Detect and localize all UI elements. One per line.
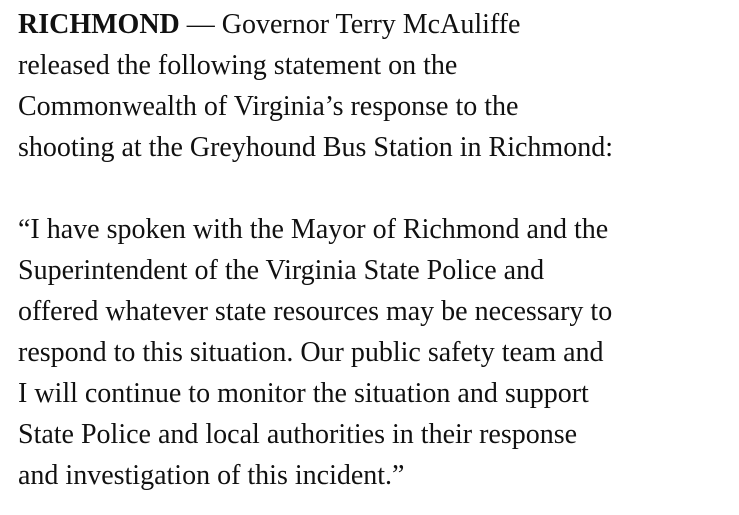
paragraph-break	[18, 168, 733, 209]
intro-line-2: released the following statement on the	[18, 50, 458, 81]
quote-line-2: Superintendent of the Virginia State Police and	[18, 255, 545, 286]
press-statement	[18, 4, 733, 496]
quote-line-6: State Police and local authorities in their response	[18, 419, 578, 450]
quote-line-1: “I have spoken with the Mayor of Richmond and the	[18, 214, 609, 245]
intro-line-3: Commonwealth of Virginia’s response to the	[18, 91, 519, 122]
intro-line-4: shooting at the Greyhound Bus Station in Richmond:	[18, 132, 613, 163]
quote-line-7: and investigation of this incident.”	[18, 460, 405, 491]
dateline: RICHMOND	[18, 9, 180, 40]
intro-text: — Governor Terry McAuliffe	[179, 9, 521, 40]
quote-line-4: respond to this situation. Our public safety team and	[18, 337, 604, 368]
quote-line-3: offered whatever state resources may be necessary to	[18, 296, 613, 327]
quote-line-5: I will continue to monitor the situation and support	[18, 378, 589, 409]
intro-line-1	[18, 4, 733, 45]
